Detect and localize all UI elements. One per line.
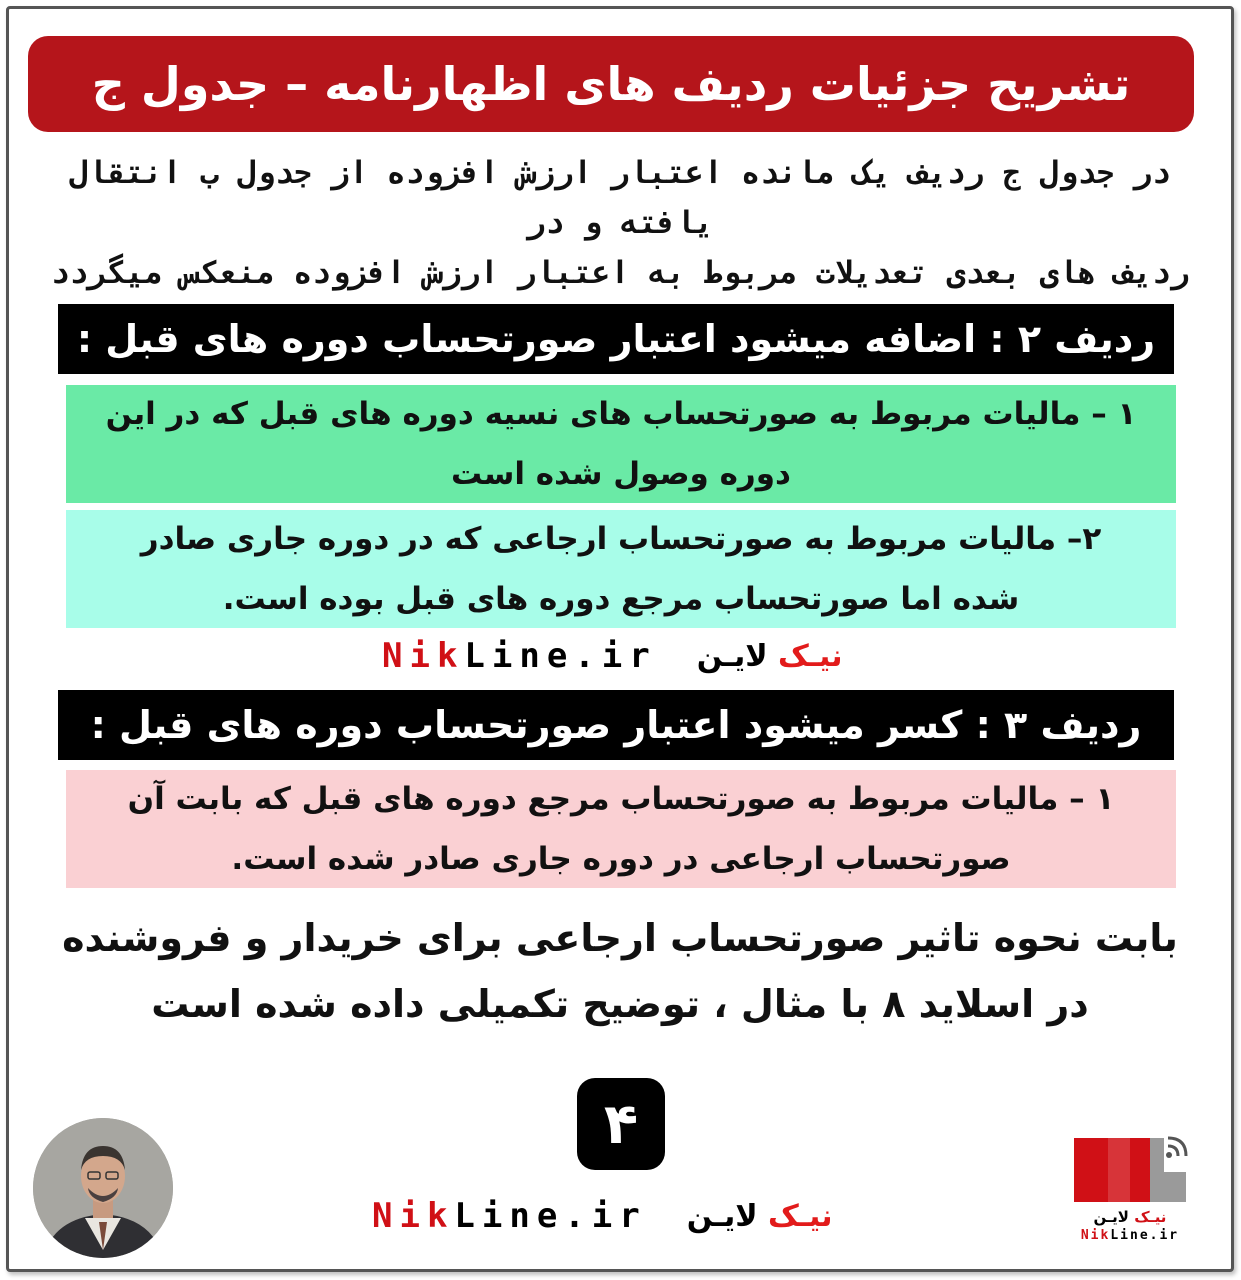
row2-item2-box	[66, 510, 1176, 628]
row3-item1-line2: صورتحساب ارجاعی در دوره جاری صادر شده است.	[231, 841, 1011, 877]
person-photo-icon	[33, 1118, 173, 1258]
row2-item1-line2: دوره وصول شده است	[451, 456, 791, 492]
watermark-bottom-url: NikLine.ir	[372, 1196, 647, 1236]
intro-text	[40, 148, 1200, 298]
row3-item1-box	[66, 770, 1176, 888]
slide-number-badge	[577, 1078, 665, 1170]
row3-heading-bar	[58, 690, 1174, 760]
page-title: تشریح جزئیات ردیف های اظهارنامه – جدول ج	[91, 57, 1131, 111]
watermark-bottom-fa: نیـک لایـن	[686, 1198, 833, 1234]
row3-heading: ردیف ۳ : کسر میشود اعتبار صورتحساب دوره های قبل :	[90, 703, 1142, 747]
slide-number: ۴	[603, 1091, 639, 1157]
row2-item1-box	[66, 385, 1176, 503]
row3-item1-line1: ۱ – مالیات مربوط به صورتحساب مرجع دوره های قبل که بابت آن	[127, 781, 1115, 817]
watermark-url: NikLine.ir	[382, 636, 657, 676]
row2-heading-bar	[58, 304, 1174, 374]
logo-fa-text: نیـک لایـن	[1093, 1208, 1167, 1226]
title-banner	[28, 36, 1194, 132]
intro-line-2: ردیف های بعدی تعدیلات مربوط به اعتبار ارزش افزوده منعکس میگردد	[50, 255, 1190, 291]
intro-line-1: در جدول ج ردیف یک مانده اعتبار ارزش افزوده از جدول ب انتقال یافته و در	[69, 155, 1171, 241]
closing-text	[60, 905, 1180, 1037]
logo-url-text: NikLine.ir	[1080, 1228, 1180, 1243]
closing-line-2: در اسلاید ۸ با مثال ، توضیح تکمیلی داده شده است	[151, 982, 1089, 1026]
watermark-middle	[382, 636, 843, 676]
watermark-fa: نیـک لایـن	[696, 638, 843, 674]
watermark-bottom	[372, 1196, 833, 1236]
row2-item1-line1: ۱ – مالیات مربوط به صورتحساب های نسیه دوره های قبل که در این	[105, 396, 1137, 432]
row2-item2-line2: شده اما صورتحساب مرجع دوره های قبل بوده است.	[222, 581, 1020, 617]
closing-line-1: بابت نحوه تاثیر صورتحساب ارجاعی برای خریدار و فروشنده	[62, 916, 1178, 960]
row2-item2-line1: ۲– مالیات مربوط به صورتحساب ارجاعی که در دوره جاری صادر	[140, 521, 1102, 557]
row2-heading: ردیف ۲ : اضافه میشود اعتبار صورتحساب دوره های قبل :	[76, 317, 1156, 361]
author-avatar	[33, 1118, 173, 1258]
